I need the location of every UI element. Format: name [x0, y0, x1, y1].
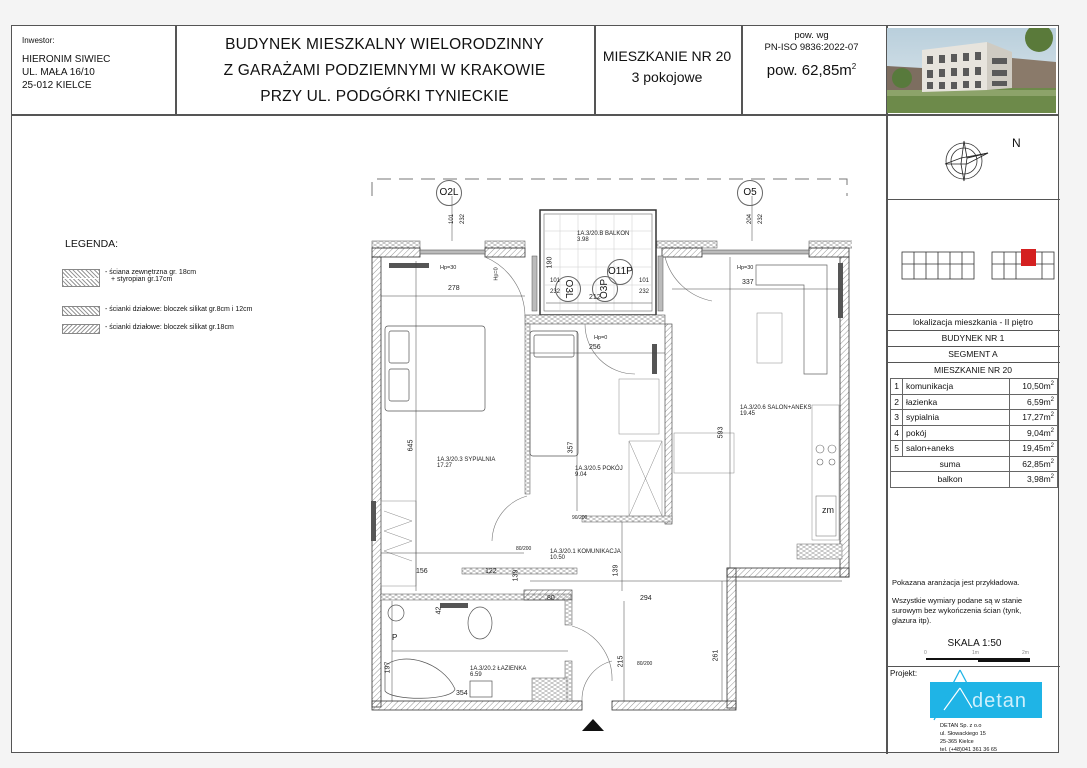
room-name: łazienka — [903, 394, 1010, 410]
investor-block — [22, 34, 172, 92]
table-row — [891, 425, 1058, 441]
room-label-komunikacja — [550, 549, 621, 561]
sum-value — [1010, 456, 1058, 472]
washer-label: P — [392, 633, 398, 642]
room-name: ŁAZIENKA — [497, 666, 527, 672]
table-row — [891, 394, 1058, 410]
room-name: pokój — [903, 425, 1010, 441]
room-area: 17.27 — [437, 463, 453, 469]
room-no: 1 — [891, 379, 903, 395]
dim-190: 190 — [546, 256, 554, 269]
room-no: 5 — [891, 441, 903, 457]
area-unit-sup: 2 — [1050, 443, 1054, 450]
area-value: 3,98m — [1027, 474, 1051, 485]
area-total-sup: 2 — [851, 62, 857, 71]
building-label: BUDYNEK NR 1 — [941, 333, 1005, 343]
room-area: 3.98 — [577, 237, 589, 243]
area-unit-sup: 2 — [1050, 412, 1054, 419]
room-code: 1A.3/20.6 — [740, 405, 766, 411]
apartment-title: MIESZKANIE NR 20 — [602, 48, 732, 64]
legend-item-partition-8-12 — [62, 306, 252, 316]
sill-height-label: Hp=30 — [440, 265, 457, 271]
dim-215: 215 — [617, 655, 625, 668]
window-dim-204: 204 — [747, 213, 754, 225]
panel-divider — [886, 666, 1060, 667]
header-bottom-border — [12, 114, 1058, 116]
table-row — [891, 410, 1058, 426]
room-area: 9.04 — [575, 472, 587, 478]
room-name: KOMUNIKACJA — [577, 549, 621, 555]
area-unit-sup: 2 — [1050, 458, 1054, 465]
dim-139-a: 139 — [512, 569, 520, 582]
investor-name: HIERONIM SIWIEC — [22, 54, 111, 65]
dim-278: 278 — [448, 285, 460, 292]
area-norm-1: pow. wg — [794, 30, 829, 41]
designer-company: DETAN Sp. z o.o — [940, 723, 982, 729]
balcony-row — [891, 472, 1058, 488]
scale-segment — [926, 658, 978, 660]
room-code: 1A.3/20.3 — [437, 457, 463, 463]
dim-593: 593 — [717, 426, 725, 439]
room-name: komunikacja — [903, 379, 1010, 395]
table-row — [891, 379, 1058, 395]
door-dim: 90/200 — [572, 515, 588, 521]
door-dim: 80/200 — [516, 546, 532, 552]
sill-height-label: Hp=30 — [737, 265, 754, 271]
notes-block — [892, 578, 1057, 626]
area-unit-sup: 2 — [1050, 474, 1054, 481]
segment-label: SEGMENT A — [948, 349, 998, 359]
room-area — [1010, 441, 1058, 457]
area-value: 6,59m — [1027, 396, 1051, 407]
dim-212: 212 — [589, 294, 601, 301]
dim-122: 122 — [485, 568, 497, 575]
scale-segment — [978, 658, 1030, 662]
area-block — [739, 30, 884, 79]
legend-title: LEGENDA: — [65, 238, 119, 250]
key-plan — [900, 242, 1060, 282]
area-value: 10,50m — [1022, 381, 1051, 392]
room-code: 1A.3/20.2 — [470, 666, 496, 672]
room-label-salon — [740, 405, 812, 417]
area-unit-sup: 2 — [1050, 396, 1054, 403]
room-area: 6.59 — [470, 672, 482, 678]
floor-plan — [352, 174, 852, 734]
room-label-pokoj — [575, 466, 623, 478]
title-line-1: BUDYNEK MIESZKALNY WIELORODZINNY — [225, 36, 544, 53]
detan-logo-text: detan — [972, 690, 1028, 712]
area-total-value: pow. 62,85m — [766, 62, 852, 79]
window-dim-232: 232 — [550, 289, 561, 295]
building-render-image — [887, 28, 1056, 113]
partition-hatch-icon — [62, 324, 100, 334]
window-tag-o3p: O3P — [592, 276, 618, 302]
legend-item-partition-18 — [62, 324, 234, 334]
scale-tick: 0 — [924, 650, 927, 656]
room-area — [1010, 379, 1058, 395]
window-tag-o11p: O11P — [607, 259, 633, 285]
area-value: 9,04m — [1027, 427, 1051, 438]
balcony-label: balkon — [891, 472, 1010, 488]
window-dim-232: 232 — [758, 213, 765, 225]
right-panel-divider — [886, 26, 888, 754]
investor-city: 25-012 KIELCE — [22, 80, 92, 91]
apartment-highlight — [1021, 249, 1036, 266]
room-name: POKÓJ — [602, 466, 623, 472]
door-dim: 80/200 — [637, 661, 653, 667]
sill-height-label: Hp=0 — [594, 335, 608, 341]
designer-city: 25-365 Kielce — [940, 739, 974, 745]
floor-plan-drawing — [352, 174, 852, 734]
table-row — [891, 441, 1058, 457]
legend-text: - ściana zewnętrzna gr. 18cm — [105, 269, 197, 276]
investor-label: Inwestor: — [22, 36, 55, 45]
dim-42: 42 — [435, 606, 443, 615]
dim-354: 354 — [456, 690, 468, 697]
panel-divider — [886, 346, 1060, 347]
room-label-balkon — [577, 231, 629, 243]
panel-divider — [886, 199, 1060, 200]
sum-row — [891, 456, 1058, 472]
panel-divider — [886, 314, 1060, 315]
room-area: 19.45 — [740, 411, 756, 417]
drawing-sheet — [11, 25, 1059, 753]
room-area-table — [890, 378, 1058, 488]
room-area: 10.50 — [550, 555, 566, 561]
room-label-lazienka — [470, 666, 526, 678]
area-unit-sup: 2 — [1050, 427, 1054, 434]
area-value: 17,27m — [1022, 412, 1051, 423]
designer-phone: tel. (+48)041 361 36 65 — [940, 747, 998, 753]
area-norm-2: PN-ISO 9836:2022-07 — [764, 42, 859, 53]
balcony-value — [1010, 472, 1058, 488]
sum-label: suma — [891, 456, 1010, 472]
north-arrow — [942, 136, 1032, 196]
room-code: 1A.3/20.5 — [575, 466, 601, 472]
room-area — [1010, 425, 1058, 441]
area-value: 62,85m — [1022, 458, 1051, 469]
dim-156: 156 — [416, 568, 428, 575]
apartment-label: MIESZKANIE NR 20 — [934, 365, 1012, 375]
scale-tick: 2m — [1022, 650, 1029, 656]
room-name: SALON+ANEKS — [767, 405, 812, 411]
area-total — [739, 62, 884, 79]
dim-256: 256 — [589, 344, 601, 351]
area-unit-sup: 2 — [1050, 381, 1054, 388]
scale-label: SKALA 1:50 — [947, 638, 1002, 649]
legend-item-exterior-wall — [62, 269, 196, 287]
room-name: salon+aneks — [903, 441, 1010, 457]
room-no: 3 — [891, 410, 903, 426]
sill-height-label: Hp=0 — [493, 267, 500, 281]
legend-text: + styropian gr.17cm — [111, 276, 173, 283]
legend-text: - ścianki działowe: bloczek silikat gr.8cm i 12cm — [105, 306, 253, 313]
title-line-2: Z GARAŻAMI PODZIEMNYMI W KRAKOWIE — [223, 62, 546, 79]
dim-80: 80 — [547, 595, 555, 602]
dim-294: 294 — [640, 595, 652, 602]
fridge-label: zm — [822, 505, 834, 515]
window-tag-o3l: O3L — [555, 276, 581, 302]
room-area — [1010, 410, 1058, 426]
window-tag-o5: O5 — [737, 180, 763, 206]
window-dim-101: 101 — [639, 278, 650, 284]
dim-645: 645 — [407, 439, 415, 452]
dim-357: 357 — [567, 441, 575, 454]
room-no: 4 — [891, 425, 903, 441]
apartment-block — [597, 46, 737, 88]
location-label: lokalizacja mieszkania - II piętro — [913, 317, 1033, 327]
window-dim-232: 232 — [460, 213, 467, 225]
room-code: 1A.3/20.B — [577, 231, 604, 237]
window-tag-o2l: O2L — [436, 180, 462, 206]
dim-139-b: 139 — [612, 564, 620, 577]
room-no: 2 — [891, 394, 903, 410]
dim-261: 261 — [712, 649, 720, 662]
header-divider — [594, 26, 596, 114]
scale-tick: 1m — [972, 650, 979, 656]
designer-street: ul. Słowackiego 15 — [940, 731, 986, 737]
room-label-sypialnia — [437, 457, 495, 469]
designer-address — [940, 722, 997, 754]
north-label: N — [1012, 136, 1021, 150]
window-dim-101: 101 — [550, 278, 561, 284]
dimensions-note: Wszystkie wymiary podane są w stanie surowym bez wykończenia ścian (tynk, glazura itp). — [892, 596, 1023, 625]
legend-text: - ścianki działowe: bloczek silikat gr.18cm — [105, 324, 234, 331]
scale-bar — [924, 650, 1034, 664]
dim-337: 337 — [742, 279, 754, 286]
room-code: 1A.3/20.1 — [550, 549, 576, 555]
panel-divider — [886, 330, 1060, 331]
area-value: 19,45m — [1022, 443, 1051, 454]
partition-hatch-icon — [62, 306, 100, 316]
dim-197: 197 — [384, 661, 392, 674]
arrangement-note: Pokazana aranżacja jest przykładowa. — [892, 578, 1020, 587]
title-line-3: PRZY UL. PODGÓRKI TYNIECKIE — [260, 88, 509, 105]
window-dim-232: 232 — [639, 289, 650, 295]
window-dim-101: 101 — [449, 213, 456, 225]
room-name: BALKON — [605, 231, 630, 237]
investor-street: UL. MAŁA 16/10 — [22, 67, 95, 78]
designer-label: Projekt: — [890, 669, 918, 678]
panel-divider — [886, 362, 1060, 363]
room-area — [1010, 394, 1058, 410]
exterior-wall-hatch-icon — [62, 269, 100, 287]
project-title — [177, 32, 592, 110]
apartment-rooms: 3 pokojowe — [631, 69, 703, 85]
room-name: SYPIALNIA — [464, 457, 496, 463]
room-name: sypialnia — [903, 410, 1010, 426]
